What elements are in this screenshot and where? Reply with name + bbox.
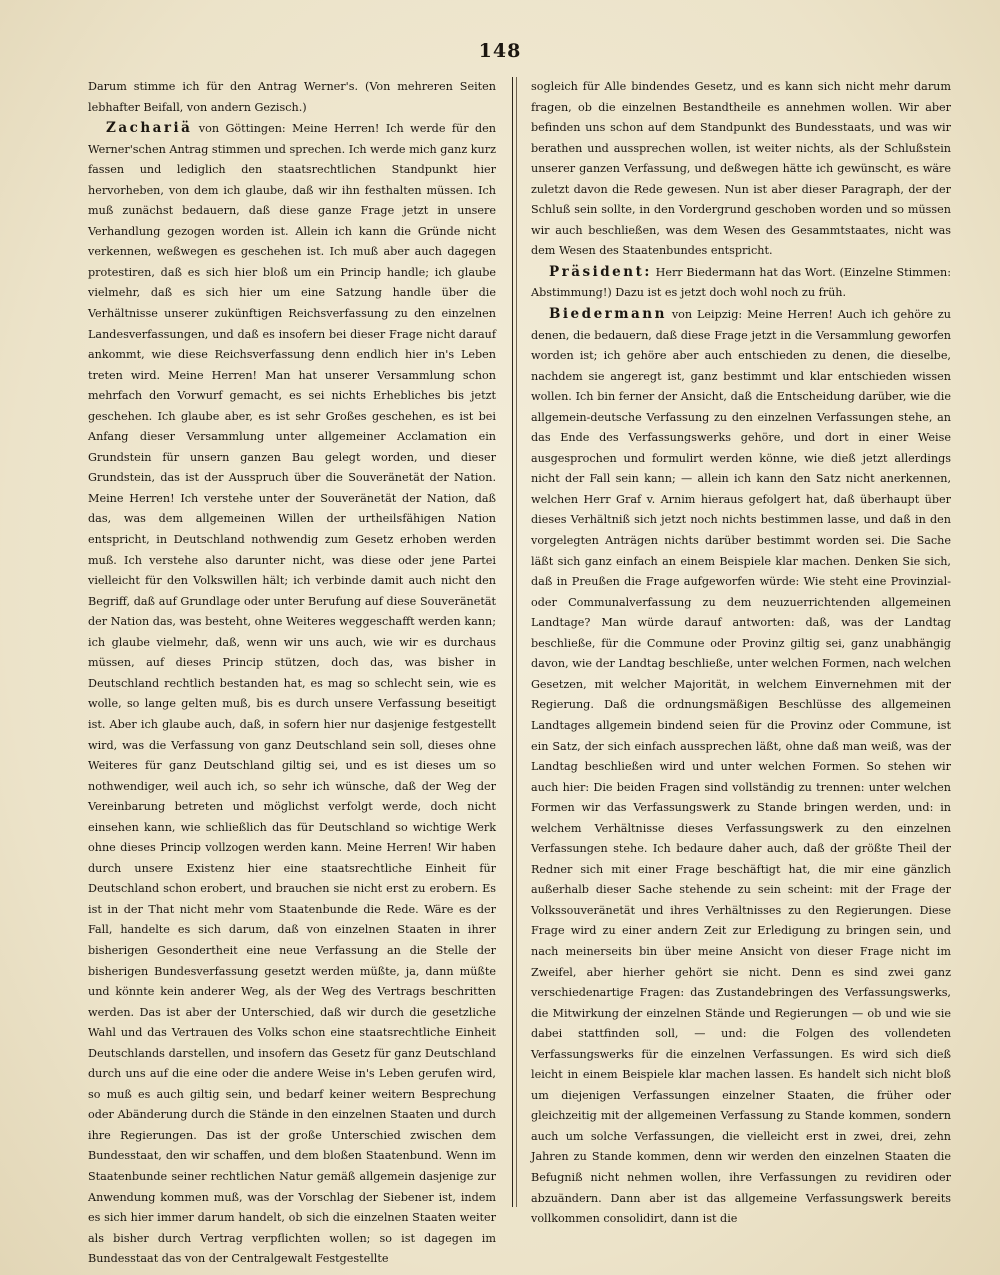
paragraph xyxy=(88,77,496,118)
paragraph-text: Darum stimme ich für den Antrag Werner's. (Von mehreren Seiten lebhafter Beifall, von andern Gezisch.) xyxy=(88,80,496,114)
paragraph xyxy=(531,77,951,262)
column-divider xyxy=(512,77,513,1207)
paragraph xyxy=(531,304,951,1230)
paragraph xyxy=(531,262,951,304)
speaker-name: Zachariä xyxy=(106,120,193,137)
paragraph-text: Meine Herren! Auch ich gehöre zu denen, die bedauern, daß diese Frage jetzt in die Versammlung geworfen worden ist; ich gehöre aber auch entschieden zu denen, die dieselbe, nachdem sie angeregt ist, ganz bestimmt und klar entschieden wissen wollen. Ich bin ferner der Ansicht, daß die Entscheidung darüber, wie die allgemein-deutsche Verfassung zu den einzelnen Verfassungen stehe, an das Ende des Verfassungswerks gehöre, und dort in einer Weise ausgesprochen und formulirt werden könne, wie dieß jetzt allerdings nicht der Fall sein kann; — allein ich kann den Satz nicht anerkennen, welchen Herr Graf v. Arnim hieraus gefolgert hat, daß überhaupt über dieses Verhältniß sich jetzt noch nichts bestimmen lasse, und daß in den vorgelegten Anträgen nichts darüber bestimmt worden sei. Die Sache läßt sich ganz einfach an einem Beispiele klar machen. Denken Sie sich, daß in Preußen die Frage aufgeworfen würde: Wie steht eine Provinzial- oder Communalverfassung zu dem neuzuerrichtenden allgemeinen Landtage? Man würde darauf antworten: daß, was der Landtag beschließe, für die Commune oder Provinz giltig sei, ganz unabhängig davon, wie der Landtag beschließe, unter welchen Formen, nach welchen Gesetzen, mit welcher Majorität, in welchem Einvernehmen mit der Regierung. Daß die ordnungsmäßigen Beschlüsse des allgemeinen Landtages allgemein bindend seien für die Provinz oder Commune, ist ein Satz, der sich einfach aussprechen läßt, ohne daß man weiß, was der Landtag beschließen wird und unter welchen Formen. So stehen wir auch hier: Die beiden Fragen sind vollständig zu trennen: unter welchen Formen wir das Verfassungswerk zu Stande bringen werden, und: in welchem Verhältnisse dieses Verfassungswerk zu den einzelnen Verfassungen stehe. Ich bedaure daher auch, daß der größte Theil der Redner sich mit einer Frage beschäftigt hat, die mir eine gänzlich außerhalb dieser Sache stehende zu sein scheint: mit der Frage der Volkssouveränetät und ihres Verhältnisses zu den Regierungen. Diese Frage wird zu einer andern Zeit zur Erledigung zu bringen sein, und nach meinerseits bin über meine Ansicht von dieser Frage nicht im Zweifel, aber hierher gehört sie nicht. Denn es sind zwei ganz verschiedenartige Fragen: das Zustandebringen des Verfassungswerks, die Mitwirkung der einzelnen Stände und Regierungen — ob und wie sie dabei stattfinden soll, — und: die Folgen des vollendeten Verfassungswerks für die einzelnen Verfassungen. Es wird sich dieß leicht in einem Beispiele klar machen lassen. Es handelt sich nicht bloß um diejenigen Verfassungen einzelner Staaten, die früher oder gleichzeitig mit der allgemeinen Verfassung zu Stande kommen, sondern auch um solche Verfassungen, die vielleicht erst in zwei, drei, zehn Jahren zu Stande kommen, denn wir werden den einzelnen Staaten die Befugniß nicht nehmen wollen, ihre Verfassungen zu revidiren oder abzuändern. Dann aber ist das allgemeine Verfassungswerk bereits vollkommen consolidirt, dann ist die xyxy=(531,308,951,1226)
paragraph-text: Herr Biedermann hat das Wort. (Einzelne Stimmen: Abstimmung!) Dazu ist es jetzt doch wohl noch zu früh. xyxy=(531,265,951,300)
speaker-origin: von Göttingen: xyxy=(192,122,293,136)
page-number: 148 xyxy=(478,40,522,62)
speaker-origin: von Leipzig: xyxy=(666,308,748,322)
paragraph-text: sogleich für Alle bindendes Gesetz, und es kann sich nicht mehr darum fragen, ob die einzelnen Bestandtheile es annehmen wollen. Wir aber befinden uns schon auf dem Standpunkt des Bundesstaats, und was wir berathen und aussprechen wollen, ist weiter nichts, als der Schlußstein unserer ganzen Verfassung, und deßwegen hätte ich gewünscht, es wäre zuletzt davon die Rede gewesen. Nun ist aber dieser Paragraph, der der Schluß sein sollte, in den Vordergrund geschoben worden und so müssen wir auch beschließen, was dem Wesen des Gesammtstaates, nicht was dem Wesen des Staatenbundes entspricht. xyxy=(531,80,951,258)
speaker-name: Biedermann xyxy=(549,306,667,323)
left-column xyxy=(88,77,496,1266)
paragraph xyxy=(88,118,496,1270)
speaker-name: Präsident: xyxy=(549,263,652,280)
column-divider-inner xyxy=(516,77,517,1207)
paragraph-text: Meine Herren! Ich werde für den Werner'schen Antrag stimmen und sprechen. Ich werde mich ganz kurz fassen und lediglich den staatsrechtlichen Standpunkt hier hervorheben, von dem ich glaube, daß wir ihn festhalten müssen. Ich muß zunächst bedauern, daß diese ganze Frage jetzt in unsere Verhandlung gezogen worden ist. Allein ich kann die Gründe nicht verkennen, weßwegen es geschehen ist. Ich muß aber auch dagegen protestiren, daß es sich hier bloß um ein Princip handle; ich glaube vielmehr, daß es sich hier um eine Satzung handle über die Verhältnisse unserer zukünftigen Reichsverfassung zu den einzelnen Landesverfassungen, und daß es insofern bei dieser Frage nicht darauf ankommt, wie diese Reichsverfassung denn endlich hier in's Leben treten wird. Meine Herren! Man hat unserer Versammlung schon mehrfach den Vorwurf gemacht, es sei nichts Erhebliches bis jetzt geschehen. Ich glaube aber, es ist sehr Großes geschehen, es ist bei Anfang dieser Versammlung unter allgemeiner Acclamation ein Grundstein für unsern ganzen Bau gelegt worden, und dieser Grundstein, das ist der Ausspruch über die Souveränetät der Nation. Meine Herren! Ich verstehe unter der Souveränetät der Nation, daß das, was dem allgemeinen Willen der urtheilsfähigen Nation entspricht, in Deutschland nothwendig zum Gesetz erhoben werden muß. Ich verstehe also darunter nicht, was diese oder jene Partei vielleicht für den Volkswillen hält; ich verbinde damit auch nicht den Begriff, daß auf Grundlage oder unter Berufung auf diese Souveränetät der Nation das, was besteht, ohne Weiteres weggeschafft werden kann; ich glaube vielmehr, daß, wenn wir uns auch, wie wir es durchaus müssen, auf dieses Princip stützen, doch das, was bisher in Deutschland rechtlich bestanden hat, es mag so schlecht sein, wie es wolle, so lange gelten muß, bis es durch unsere Verfassung beseitigt ist. Aber ich glaube auch, daß, in sofern hier nur dasjenige festgestellt wird, was die Verfassung von ganz Deutschland sein soll, dieses ohne Weiteres für ganz Deutschland giltig sei, und es ist dieses um so nothwendiger, weil auch ich, so sehr ich wünsche, daß der Weg der Vereinbarung betreten und möglichst verfolgt werde, doch nicht einsehen kann, wie schließlich das für Deutschland so wichtige Werk ohne dieses Princip vollzogen werden kann. Meine Herren! Wir haben durch unsere Existenz hier eine staatsrechtliche Einheit für Deutschland schon erobert, und brauchen sie nicht erst zu erobern. Es ist in der That nicht mehr vom Staatenbunde die Rede. Wäre es der Fall, handelte es sich darum, daß von einzelnen Staaten in ihrer bisherigen Gesondertheit eine neue Verfassung an die Stelle der bisherigen Bundesverfassung gesetzt werden müßte, ja, dann müßte und könnte kein anderer Weg, als der Weg des Vertrags beschritten werden. Das ist aber der Unterschied, daß wir durch die gesetzliche Wahl und das Vertrauen des Volks schon eine staatsrechtliche Einheit Deutschlands darstellen, und insofern das Gesetz für ganz Deutschland durch uns auf die eine oder die andere Weise in's Leben gerufen wird, so muß es auch giltig sein, und bedarf keiner weitern Besprechung oder Abänderung durch die Stände in den einzelnen Staaten und durch ihre Regierungen. Das ist der große Unterschied zwischen dem Bundesstaat, den wir schaffen, und dem bloßen Staatenbund. Wenn im Staatenbunde seiner rechtlichen Natur gemäß allgemein dasjenige zur Anwendung kommen muß, was der Vorschlag der Siebener ist, indem es sich hier immer darum handelt, ob sich die einzelnen Staaten weiter als bisher durch Vertrag verpflichten wollen; so ist dagegen im Bundesstaat das von der Centralgewalt Festgestellte xyxy=(88,122,496,1266)
right-column xyxy=(531,77,951,1226)
